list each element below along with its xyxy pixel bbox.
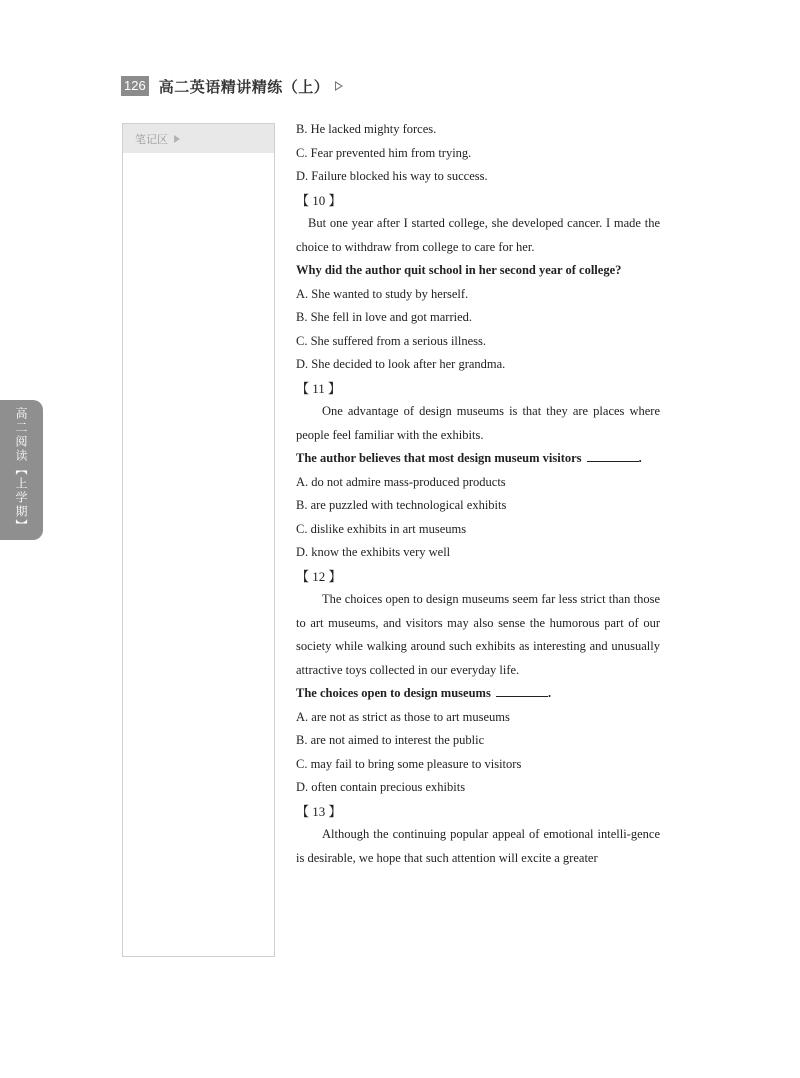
option: D. often contain precious exhibits	[296, 780, 466, 794]
option: C. may fail to bring some pleasure to visitors	[296, 756, 522, 771]
option: D. Failure blocked his way to success.	[296, 169, 488, 183]
side-tab-label: 高二阅读【上学期】	[14, 407, 28, 533]
option: B. are not aimed to interest the public	[296, 733, 485, 747]
option: A. do not admire mass-produced products	[296, 474, 506, 489]
question-number: 【 10 】	[296, 192, 342, 208]
passage: One advantage of design museums is that they are places where people feel familiar with the exhibits.	[296, 404, 660, 442]
question	[296, 447, 660, 471]
option: D. know the exhibits very well	[296, 545, 451, 559]
notes-panel	[122, 123, 275, 957]
question-text: The author believes that most design museum visitors	[296, 451, 582, 465]
question-end: .	[547, 686, 552, 700]
option: C. dislike exhibits in art museums	[296, 521, 467, 536]
option: B. are puzzled with technological exhibits	[296, 498, 507, 512]
play-triangle-icon	[335, 81, 343, 91]
notes-header	[123, 124, 274, 153]
notes-label: 笔记区	[135, 132, 168, 146]
question: Why did the author quit school in her second year of college?	[296, 263, 622, 277]
page-number: 126	[121, 76, 149, 96]
option: B. He lacked mighty forces.	[296, 122, 437, 136]
question-number: 【 13 】	[296, 803, 342, 819]
question-text: The choices open to design museums	[296, 686, 491, 700]
side-tab	[0, 400, 43, 540]
option: C. Fear prevented him from trying.	[296, 145, 472, 160]
answer-blank	[496, 682, 548, 697]
option: B. She fell in love and got married.	[296, 310, 473, 324]
arrow-right-icon	[174, 135, 180, 143]
question-number: 【 12 】	[296, 568, 342, 584]
option: D. She decided to look after her grandma.	[296, 357, 506, 371]
option: A. She wanted to study by herself.	[296, 286, 469, 301]
question-end: .	[638, 451, 642, 465]
question	[296, 682, 660, 706]
passage: Although the continuing popular appeal of emotional intelli-gence is desirable, we hope that such attention will excite a greater	[296, 827, 660, 865]
option: C. She suffered from a serious illness.	[296, 333, 487, 348]
answer-blank	[587, 447, 639, 462]
book-title: 高二英语精讲精练（上）	[158, 77, 330, 96]
main-content	[296, 118, 660, 870]
option: A. are not as strict as those to art museums	[296, 709, 510, 724]
question-number: 【 11 】	[296, 380, 342, 396]
page-header	[121, 74, 343, 98]
passage: The choices open to design museums seem far less strict than those to art museums, and visitors may also sense the humorous part of our society while walking around such exhibits as interesting and unusually attractive toys collected in our everyday life.	[296, 592, 660, 677]
passage: But one year after I started college, she developed cancer. I made the choice to withdraw from college to care for her.	[296, 216, 660, 254]
